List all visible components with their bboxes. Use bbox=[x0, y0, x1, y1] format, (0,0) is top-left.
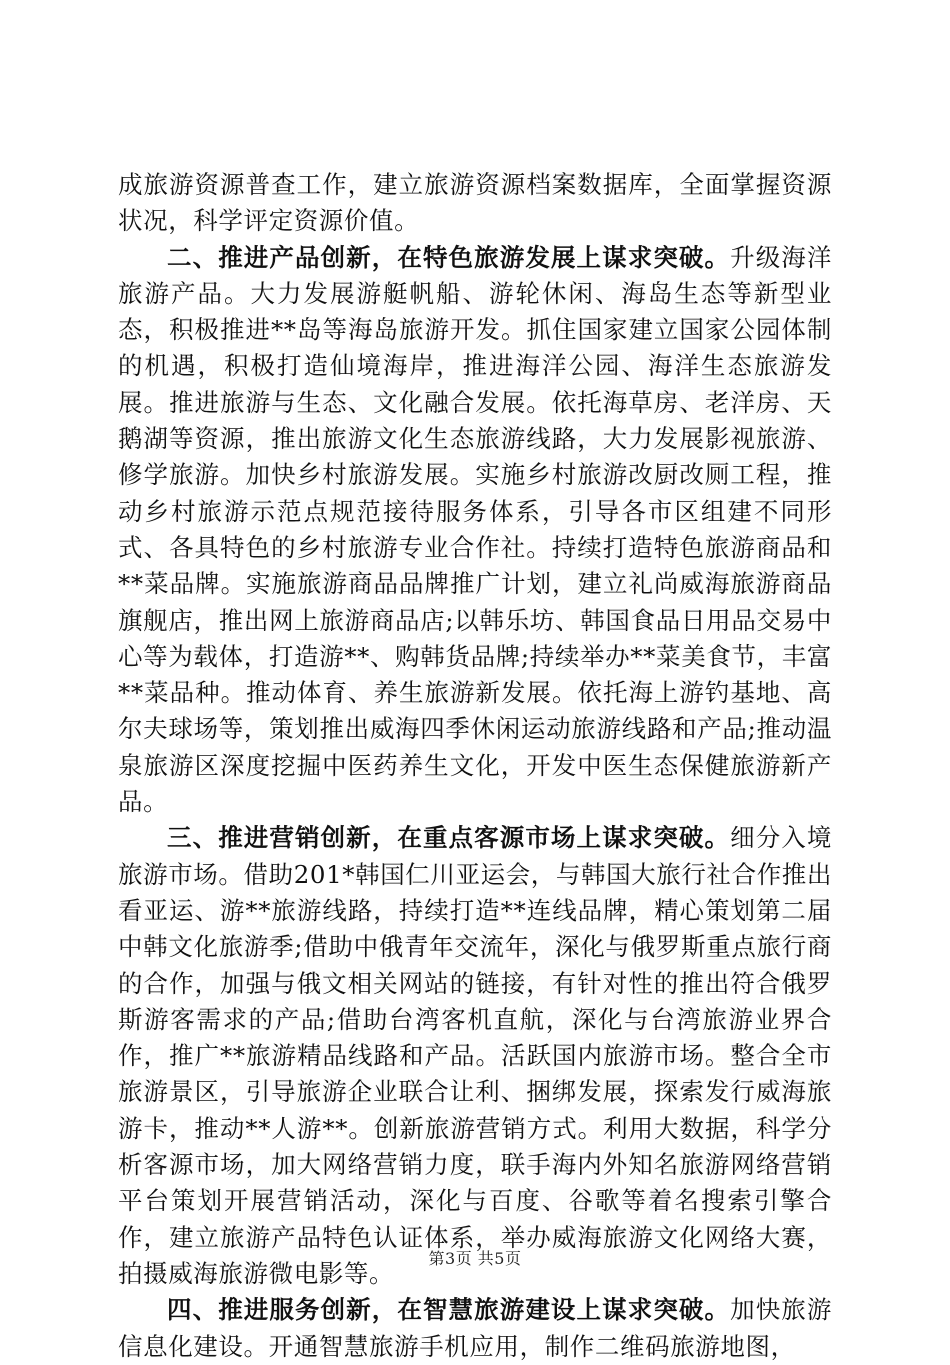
paragraph-text: 加快旅游信息化建设。开通智慧旅游手机应用，制作二维码旅游地图， bbox=[118, 1295, 832, 1361]
paragraph-heading: 三、推进营销创新，在重点客源市场上谋求突破。 bbox=[167, 823, 731, 853]
paragraph-text: 细分入境旅游市场。借助201*韩国仁川亚运会，与韩国大旅行社合作推出看亚运、游**旅游线路，持续打造**连线品牌，精心策划第二届中韩文化旅游季;借助中俄青年交流年，深化与俄罗斯重点旅行商的合作，加强与俄文相关网站的链接，有针对性的推出符合俄罗斯游客需求的产品;借助台湾客机直航，深化与台湾旅游业界合作，推广**旅游精品线路和产品。活跃国内旅游市场。整合全市旅游景区，引导旅游企业联合让利、捆绑发展，探索发行威海旅游卡，推动**人游**。创新旅游营销方式。利用大数据，科学分析客源市场，加大网络营销力度，联手海内外知名旅游网络营销平台策划开展营销活动，深化与百度、谷歌等着名搜索引擎合作，建立旅游产品特色认证体系，举办威海旅游文化网络大赛，拍摄威海旅游微电影等。 bbox=[118, 823, 833, 1288]
paragraph-text: 成旅游资源普查工作，建立旅游资源档案数据库，全面掌握资源状况，科学评定资源价值。 bbox=[118, 170, 832, 236]
paragraph-heading: 四、推进服务创新，在智慧旅游建设上谋求突破。 bbox=[167, 1295, 731, 1325]
document-body bbox=[118, 167, 832, 1365]
page-number-footer: 第3页 共5页 bbox=[428, 1249, 522, 1268]
paragraph-service-innovation bbox=[118, 1292, 832, 1365]
paragraph-text: 升级海洋旅游产品。大力发展游艇帆船、游轮休闲、海岛生态等新型业态，积极推进**岛等海岛旅游开发。抓住国家建立国家公园体制的机遇，积极打造仙境海岸，推进海洋公园、海洋生态旅游发展。推进旅游与生态、文化融合发展。依托海草房、老洋房、天鹅湖等资源，推出旅游文化生态旅游线路，大力发展影视旅游、修学旅游。加快乡村旅游发展。实施乡村旅游改厨改厕工程，推动乡村旅游示范点规范接待服务体系，引导各市区组建不同形式、各具特色的乡村旅游专业合作社。持续打造特色旅游商品和**菜品牌。实施旅游商品品牌推广计划，建立礼尚威海旅游商品旗舰店，推出网上旅游商品店;以韩乐坊、韩国食品日用品交易中心等为载体，打造游**、购韩货品牌;持续举办**菜美食节，丰富**菜品种。推动体育、养生旅游新发展。依托海上游钓基地、高尔夫球场等，策划推出威海四季休闲运动旅游线路和产品;推动温泉旅游区深度挖掘中医药养生文化，开发中医生态保健旅游新产品。 bbox=[118, 242, 832, 817]
paragraph-continuation bbox=[118, 167, 832, 240]
paragraph-marketing-innovation bbox=[118, 820, 832, 1292]
paragraph-heading: 二、推进产品创新，在特色旅游发展上谋求突破。 bbox=[167, 242, 731, 272]
paragraph-product-innovation bbox=[118, 240, 832, 821]
